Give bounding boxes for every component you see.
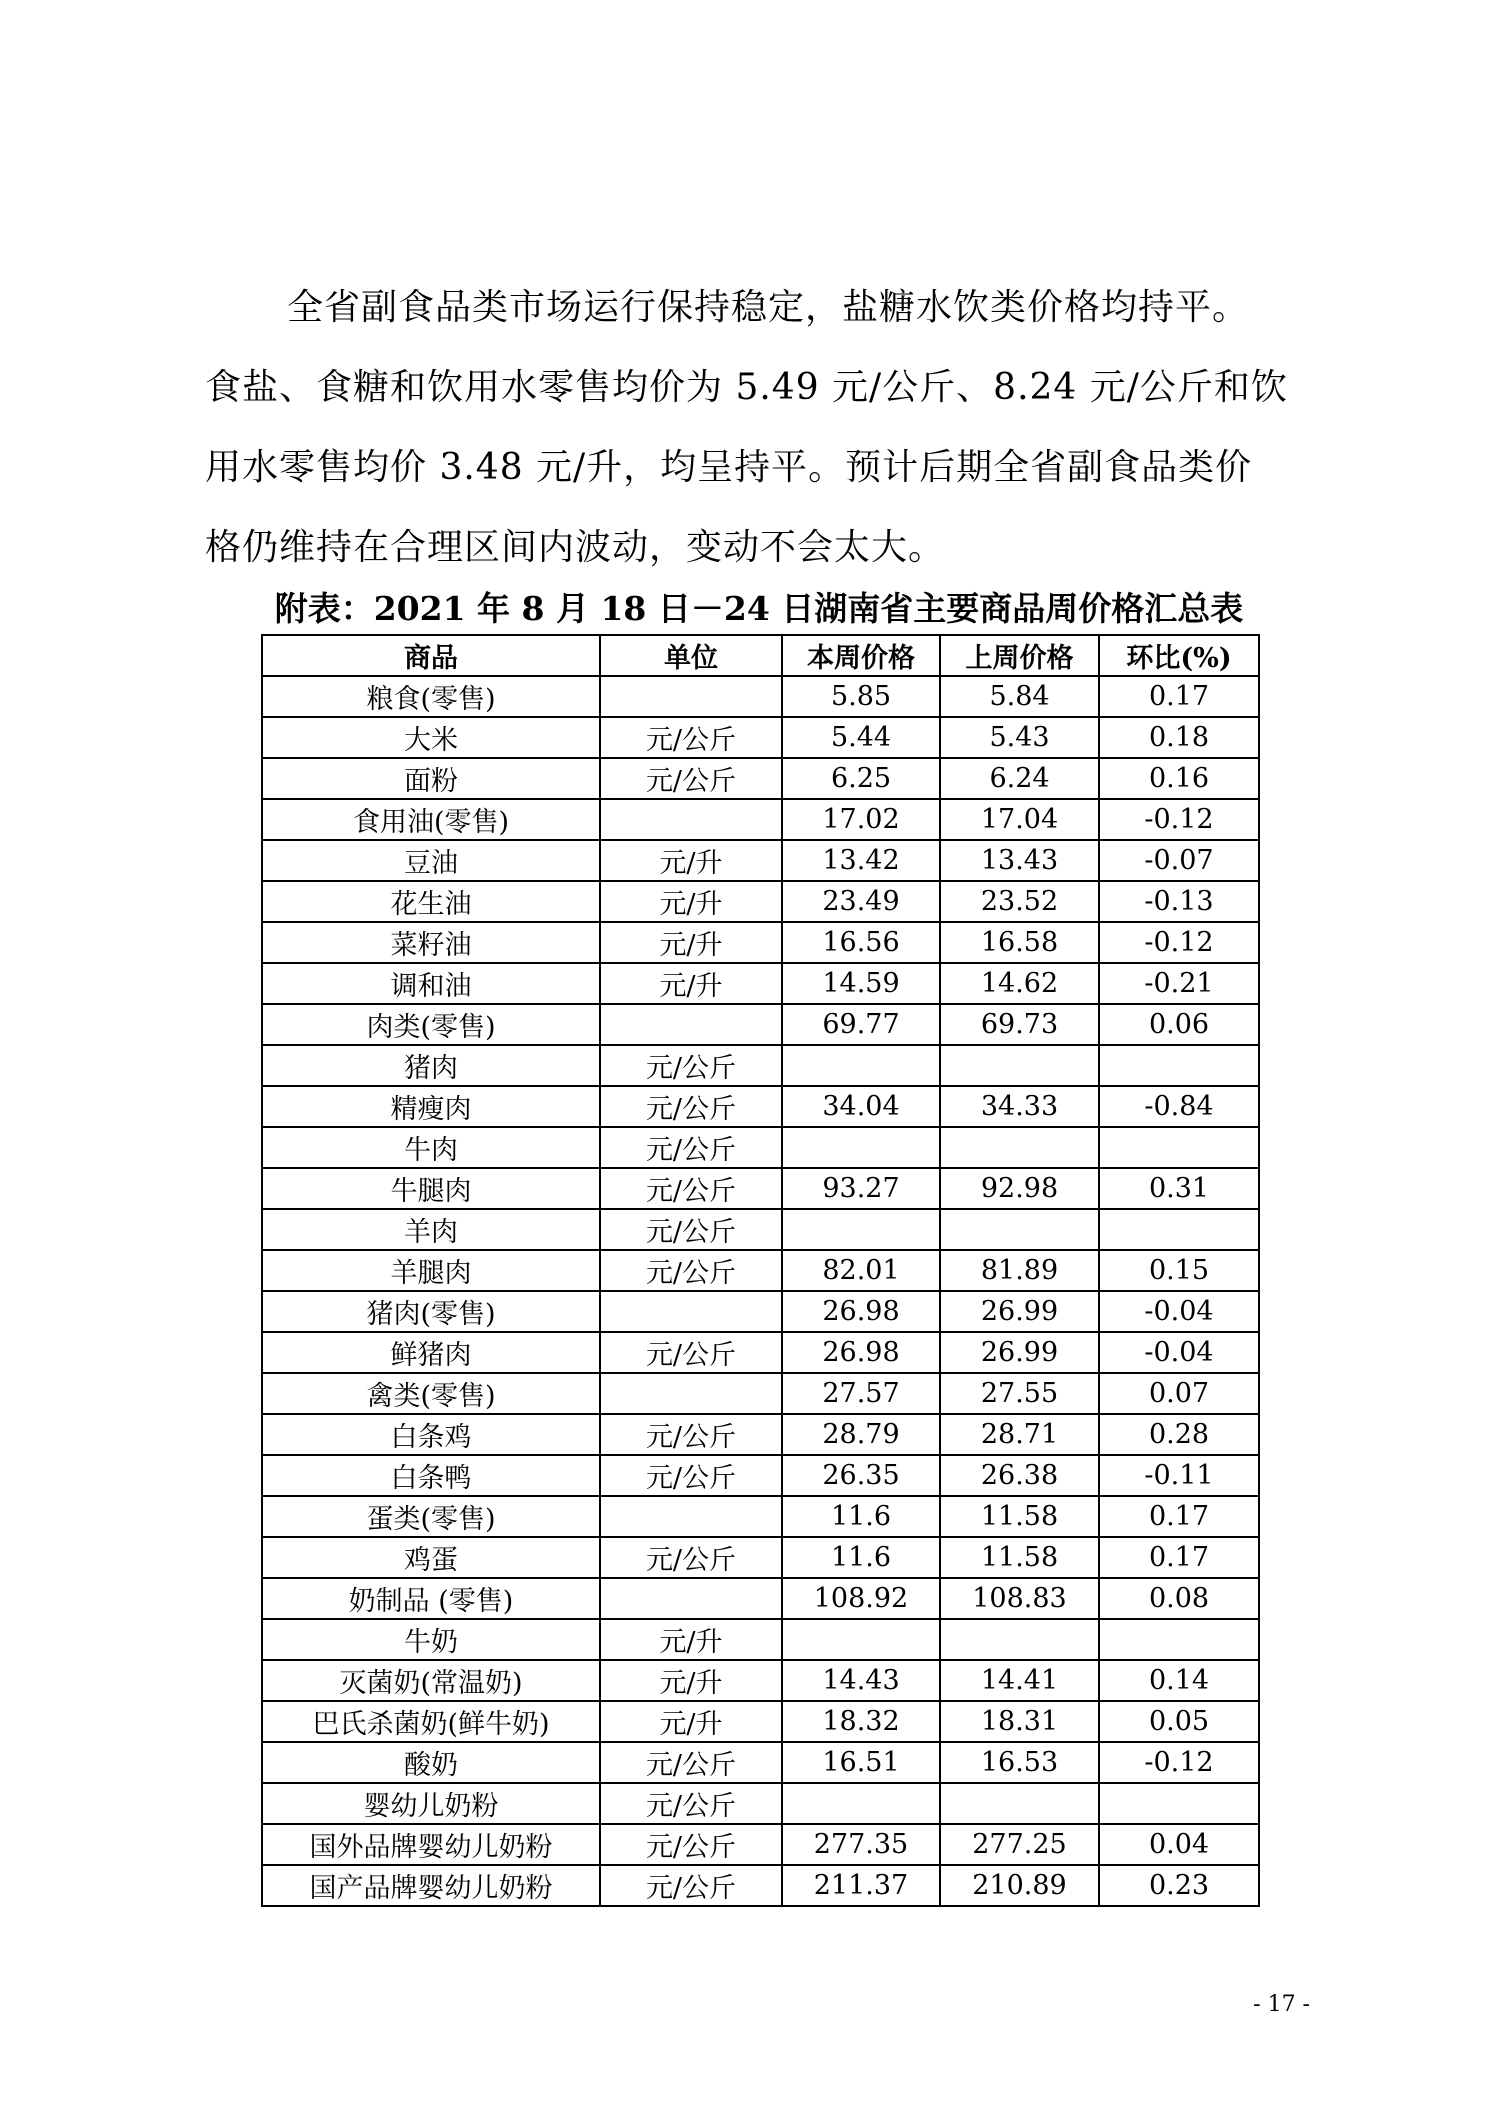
- cell-commodity: 婴幼儿奶粉: [262, 1783, 600, 1824]
- cell-current-price: 18.32: [782, 1701, 940, 1742]
- cell-current-price: 16.51: [782, 1742, 940, 1783]
- price-summary-table: [261, 634, 1260, 1907]
- table-row: [262, 1701, 1259, 1742]
- table-caption: 附表：2021 年 8 月 18 日－24 日湖南省主要商品周价格汇总表: [274, 589, 1244, 628]
- cell-change-percent: -0.12: [1099, 1742, 1259, 1783]
- cell-change-percent: 0.04: [1099, 1824, 1259, 1865]
- cell-unit: [600, 1004, 782, 1045]
- header-change-percent: 环比(%): [1099, 635, 1259, 676]
- cell-unit: [600, 799, 782, 840]
- table-row: [262, 1373, 1259, 1414]
- cell-unit: 元/升: [600, 1701, 782, 1742]
- table-row: [262, 1824, 1259, 1865]
- cell-previous-price: 277.25: [940, 1824, 1099, 1865]
- cell-previous-price: 92.98: [940, 1168, 1099, 1209]
- cell-change-percent: 0.17: [1099, 1496, 1259, 1537]
- cell-current-price: 69.77: [782, 1004, 940, 1045]
- cell-previous-price: 81.89: [940, 1250, 1099, 1291]
- cell-commodity: 羊腿肉: [262, 1250, 600, 1291]
- cell-unit: 元/公斤: [600, 758, 782, 799]
- cell-change-percent: 0.17: [1099, 1537, 1259, 1578]
- cell-change-percent: 0.28: [1099, 1414, 1259, 1455]
- cell-commodity: 菜籽油: [262, 922, 600, 963]
- table-row: [262, 1414, 1259, 1455]
- cell-unit: 元/升: [600, 1619, 782, 1660]
- cell-commodity: 调和油: [262, 963, 600, 1004]
- table-row: [262, 1660, 1259, 1701]
- cell-previous-price: 26.99: [940, 1291, 1099, 1332]
- cell-previous-price: [940, 1127, 1099, 1168]
- cell-previous-price: 69.73: [940, 1004, 1099, 1045]
- cell-unit: 元/公斤: [600, 1455, 782, 1496]
- cell-current-price: 6.25: [782, 758, 940, 799]
- cell-unit: 元/升: [600, 1660, 782, 1701]
- cell-unit: 元/公斤: [600, 1537, 782, 1578]
- header-previous-price: 上周价格: [940, 635, 1099, 676]
- cell-unit: 元/公斤: [600, 1045, 782, 1086]
- cell-commodity: 大米: [262, 717, 600, 758]
- table-row: [262, 1742, 1259, 1783]
- cell-previous-price: [940, 1045, 1099, 1086]
- cell-current-price: 11.6: [782, 1496, 940, 1537]
- table-row: [262, 1619, 1259, 1660]
- cell-commodity: 猪肉(零售): [262, 1291, 600, 1332]
- cell-change-percent: 0.16: [1099, 758, 1259, 799]
- cell-commodity: 白条鸭: [262, 1455, 600, 1496]
- cell-unit: [600, 1291, 782, 1332]
- table-row: [262, 1496, 1259, 1537]
- cell-current-price: [782, 1045, 940, 1086]
- cell-change-percent: [1099, 1209, 1259, 1250]
- cell-change-percent: 0.08: [1099, 1578, 1259, 1619]
- cell-unit: 元/升: [600, 840, 782, 881]
- table-row: [262, 1168, 1259, 1209]
- cell-unit: 元/升: [600, 922, 782, 963]
- cell-current-price: 26.98: [782, 1332, 940, 1373]
- cell-commodity: 面粉: [262, 758, 600, 799]
- cell-change-percent: -0.21: [1099, 963, 1259, 1004]
- cell-commodity: 豆油: [262, 840, 600, 881]
- table-row: [262, 1250, 1259, 1291]
- cell-unit: 元/公斤: [600, 1086, 782, 1127]
- cell-previous-price: 27.55: [940, 1373, 1099, 1414]
- cell-previous-price: 108.83: [940, 1578, 1099, 1619]
- cell-current-price: 23.49: [782, 881, 940, 922]
- cell-current-price: [782, 1619, 940, 1660]
- cell-change-percent: -0.04: [1099, 1332, 1259, 1373]
- paragraph-line: 食盐、食糖和饮用水零售均价为 5.49 元/公斤、8.24 元/公斤和饮: [205, 367, 1288, 408]
- table-row: [262, 799, 1259, 840]
- cell-commodity: 灭菌奶(常温奶): [262, 1660, 600, 1701]
- cell-change-percent: 0.05: [1099, 1701, 1259, 1742]
- cell-current-price: 14.43: [782, 1660, 940, 1701]
- cell-change-percent: -0.11: [1099, 1455, 1259, 1496]
- cell-previous-price: 16.53: [940, 1742, 1099, 1783]
- cell-unit: 元/公斤: [600, 1127, 782, 1168]
- cell-change-percent: [1099, 1783, 1259, 1824]
- cell-commodity: 酸奶: [262, 1742, 600, 1783]
- cell-commodity: 国产品牌婴幼儿奶粉: [262, 1865, 600, 1906]
- cell-unit: 元/公斤: [600, 1742, 782, 1783]
- cell-current-price: 14.59: [782, 963, 940, 1004]
- cell-commodity: 蛋类(零售): [262, 1496, 600, 1537]
- table-row: [262, 1127, 1259, 1168]
- table-row: [262, 1045, 1259, 1086]
- cell-change-percent: [1099, 1619, 1259, 1660]
- cell-commodity: 鸡蛋: [262, 1537, 600, 1578]
- cell-current-price: 5.85: [782, 676, 940, 717]
- cell-unit: 元/公斤: [600, 1783, 782, 1824]
- cell-change-percent: 0.23: [1099, 1865, 1259, 1906]
- cell-change-percent: 0.15: [1099, 1250, 1259, 1291]
- cell-change-percent: -0.04: [1099, 1291, 1259, 1332]
- cell-current-price: 82.01: [782, 1250, 940, 1291]
- cell-change-percent: 0.14: [1099, 1660, 1259, 1701]
- cell-current-price: 34.04: [782, 1086, 940, 1127]
- cell-change-percent: 0.17: [1099, 676, 1259, 717]
- cell-previous-price: [940, 1783, 1099, 1824]
- table-row: [262, 1537, 1259, 1578]
- header-current-price: 本周价格: [782, 635, 940, 676]
- cell-current-price: 26.98: [782, 1291, 940, 1332]
- cell-change-percent: 0.31: [1099, 1168, 1259, 1209]
- cell-previous-price: 5.43: [940, 717, 1099, 758]
- cell-unit: [600, 1578, 782, 1619]
- cell-commodity: 食用油(零售): [262, 799, 600, 840]
- cell-commodity: 巴氏杀菌奶(鲜牛奶): [262, 1701, 600, 1742]
- table-header-row: [262, 635, 1259, 676]
- cell-commodity: 粮食(零售): [262, 676, 600, 717]
- cell-change-percent: 0.06: [1099, 1004, 1259, 1045]
- table-row: [262, 717, 1259, 758]
- cell-previous-price: 11.58: [940, 1537, 1099, 1578]
- cell-previous-price: 16.58: [940, 922, 1099, 963]
- cell-current-price: 27.57: [782, 1373, 940, 1414]
- cell-previous-price: 6.24: [940, 758, 1099, 799]
- cell-change-percent: 0.18: [1099, 717, 1259, 758]
- cell-change-percent: -0.12: [1099, 799, 1259, 840]
- table-row: [262, 840, 1259, 881]
- cell-commodity: 国外品牌婴幼儿奶粉: [262, 1824, 600, 1865]
- table-row: [262, 1004, 1259, 1045]
- cell-current-price: [782, 1209, 940, 1250]
- cell-commodity: 羊肉: [262, 1209, 600, 1250]
- page-number: - 17 -: [1253, 1992, 1310, 2017]
- table-row: [262, 922, 1259, 963]
- cell-commodity: 精瘦肉: [262, 1086, 600, 1127]
- table-row: [262, 676, 1259, 717]
- cell-current-price: [782, 1783, 940, 1824]
- cell-change-percent: 0.07: [1099, 1373, 1259, 1414]
- cell-commodity: 白条鸡: [262, 1414, 600, 1455]
- header-commodity: 商品: [262, 635, 600, 676]
- cell-previous-price: 210.89: [940, 1865, 1099, 1906]
- table-row: [262, 1209, 1259, 1250]
- cell-previous-price: 26.99: [940, 1332, 1099, 1373]
- cell-unit: 元/公斤: [600, 1168, 782, 1209]
- paragraph-line: 用水零售均价 3.48 元/升，均呈持平。预计后期全省副食品类价: [205, 447, 1253, 488]
- cell-unit: [600, 676, 782, 717]
- cell-previous-price: 23.52: [940, 881, 1099, 922]
- cell-previous-price: 18.31: [940, 1701, 1099, 1742]
- cell-unit: 元/公斤: [600, 1250, 782, 1291]
- cell-current-price: 5.44: [782, 717, 940, 758]
- cell-previous-price: 14.41: [940, 1660, 1099, 1701]
- cell-commodity: 花生油: [262, 881, 600, 922]
- table-row: [262, 963, 1259, 1004]
- cell-unit: [600, 1496, 782, 1537]
- cell-unit: 元/升: [600, 963, 782, 1004]
- cell-unit: 元/升: [600, 881, 782, 922]
- cell-previous-price: 34.33: [940, 1086, 1099, 1127]
- table-row: [262, 1332, 1259, 1373]
- cell-unit: 元/公斤: [600, 1414, 782, 1455]
- paragraph-line: 全省副食品类市场运行保持稳定，盐糖水饮类价格均持平。: [287, 287, 1250, 328]
- cell-unit: 元/公斤: [600, 1332, 782, 1373]
- cell-commodity: 肉类(零售): [262, 1004, 600, 1045]
- table-row: [262, 1455, 1259, 1496]
- cell-current-price: 28.79: [782, 1414, 940, 1455]
- cell-commodity: 禽类(零售): [262, 1373, 600, 1414]
- table-row: [262, 1086, 1259, 1127]
- table-row: [262, 758, 1259, 799]
- cell-change-percent: [1099, 1127, 1259, 1168]
- table-row: [262, 1865, 1259, 1906]
- header-unit: 单位: [600, 635, 782, 676]
- cell-current-price: 211.37: [782, 1865, 940, 1906]
- table-row: [262, 1783, 1259, 1824]
- cell-current-price: 277.35: [782, 1824, 940, 1865]
- cell-previous-price: 13.43: [940, 840, 1099, 881]
- cell-unit: [600, 1373, 782, 1414]
- cell-current-price: 16.56: [782, 922, 940, 963]
- body-paragraph: [205, 268, 1313, 588]
- cell-change-percent: -0.84: [1099, 1086, 1259, 1127]
- cell-unit: 元/公斤: [600, 717, 782, 758]
- cell-previous-price: [940, 1209, 1099, 1250]
- table-row: [262, 881, 1259, 922]
- cell-current-price: 17.02: [782, 799, 940, 840]
- cell-commodity: 奶制品 (零售): [262, 1578, 600, 1619]
- cell-current-price: 11.6: [782, 1537, 940, 1578]
- cell-unit: 元/公斤: [600, 1209, 782, 1250]
- table-row: [262, 1578, 1259, 1619]
- cell-previous-price: 26.38: [940, 1455, 1099, 1496]
- cell-current-price: 26.35: [782, 1455, 940, 1496]
- cell-change-percent: -0.13: [1099, 881, 1259, 922]
- cell-commodity: 鲜猪肉: [262, 1332, 600, 1373]
- cell-previous-price: 17.04: [940, 799, 1099, 840]
- cell-previous-price: [940, 1619, 1099, 1660]
- table-row: [262, 1291, 1259, 1332]
- cell-commodity: 牛肉: [262, 1127, 600, 1168]
- cell-previous-price: 28.71: [940, 1414, 1099, 1455]
- cell-current-price: 108.92: [782, 1578, 940, 1619]
- cell-previous-price: 11.58: [940, 1496, 1099, 1537]
- cell-previous-price: 5.84: [940, 676, 1099, 717]
- cell-current-price: 93.27: [782, 1168, 940, 1209]
- cell-change-percent: -0.07: [1099, 840, 1259, 881]
- cell-previous-price: 14.62: [940, 963, 1099, 1004]
- paragraph-line: 格仍维持在合理区间内波动，变动不会太大。: [205, 527, 946, 568]
- cell-commodity: 猪肉: [262, 1045, 600, 1086]
- cell-change-percent: [1099, 1045, 1259, 1086]
- cell-change-percent: -0.12: [1099, 922, 1259, 963]
- cell-commodity: 牛奶: [262, 1619, 600, 1660]
- cell-current-price: 13.42: [782, 840, 940, 881]
- cell-current-price: [782, 1127, 940, 1168]
- cell-unit: 元/公斤: [600, 1824, 782, 1865]
- cell-commodity: 牛腿肉: [262, 1168, 600, 1209]
- cell-unit: 元/公斤: [600, 1865, 782, 1906]
